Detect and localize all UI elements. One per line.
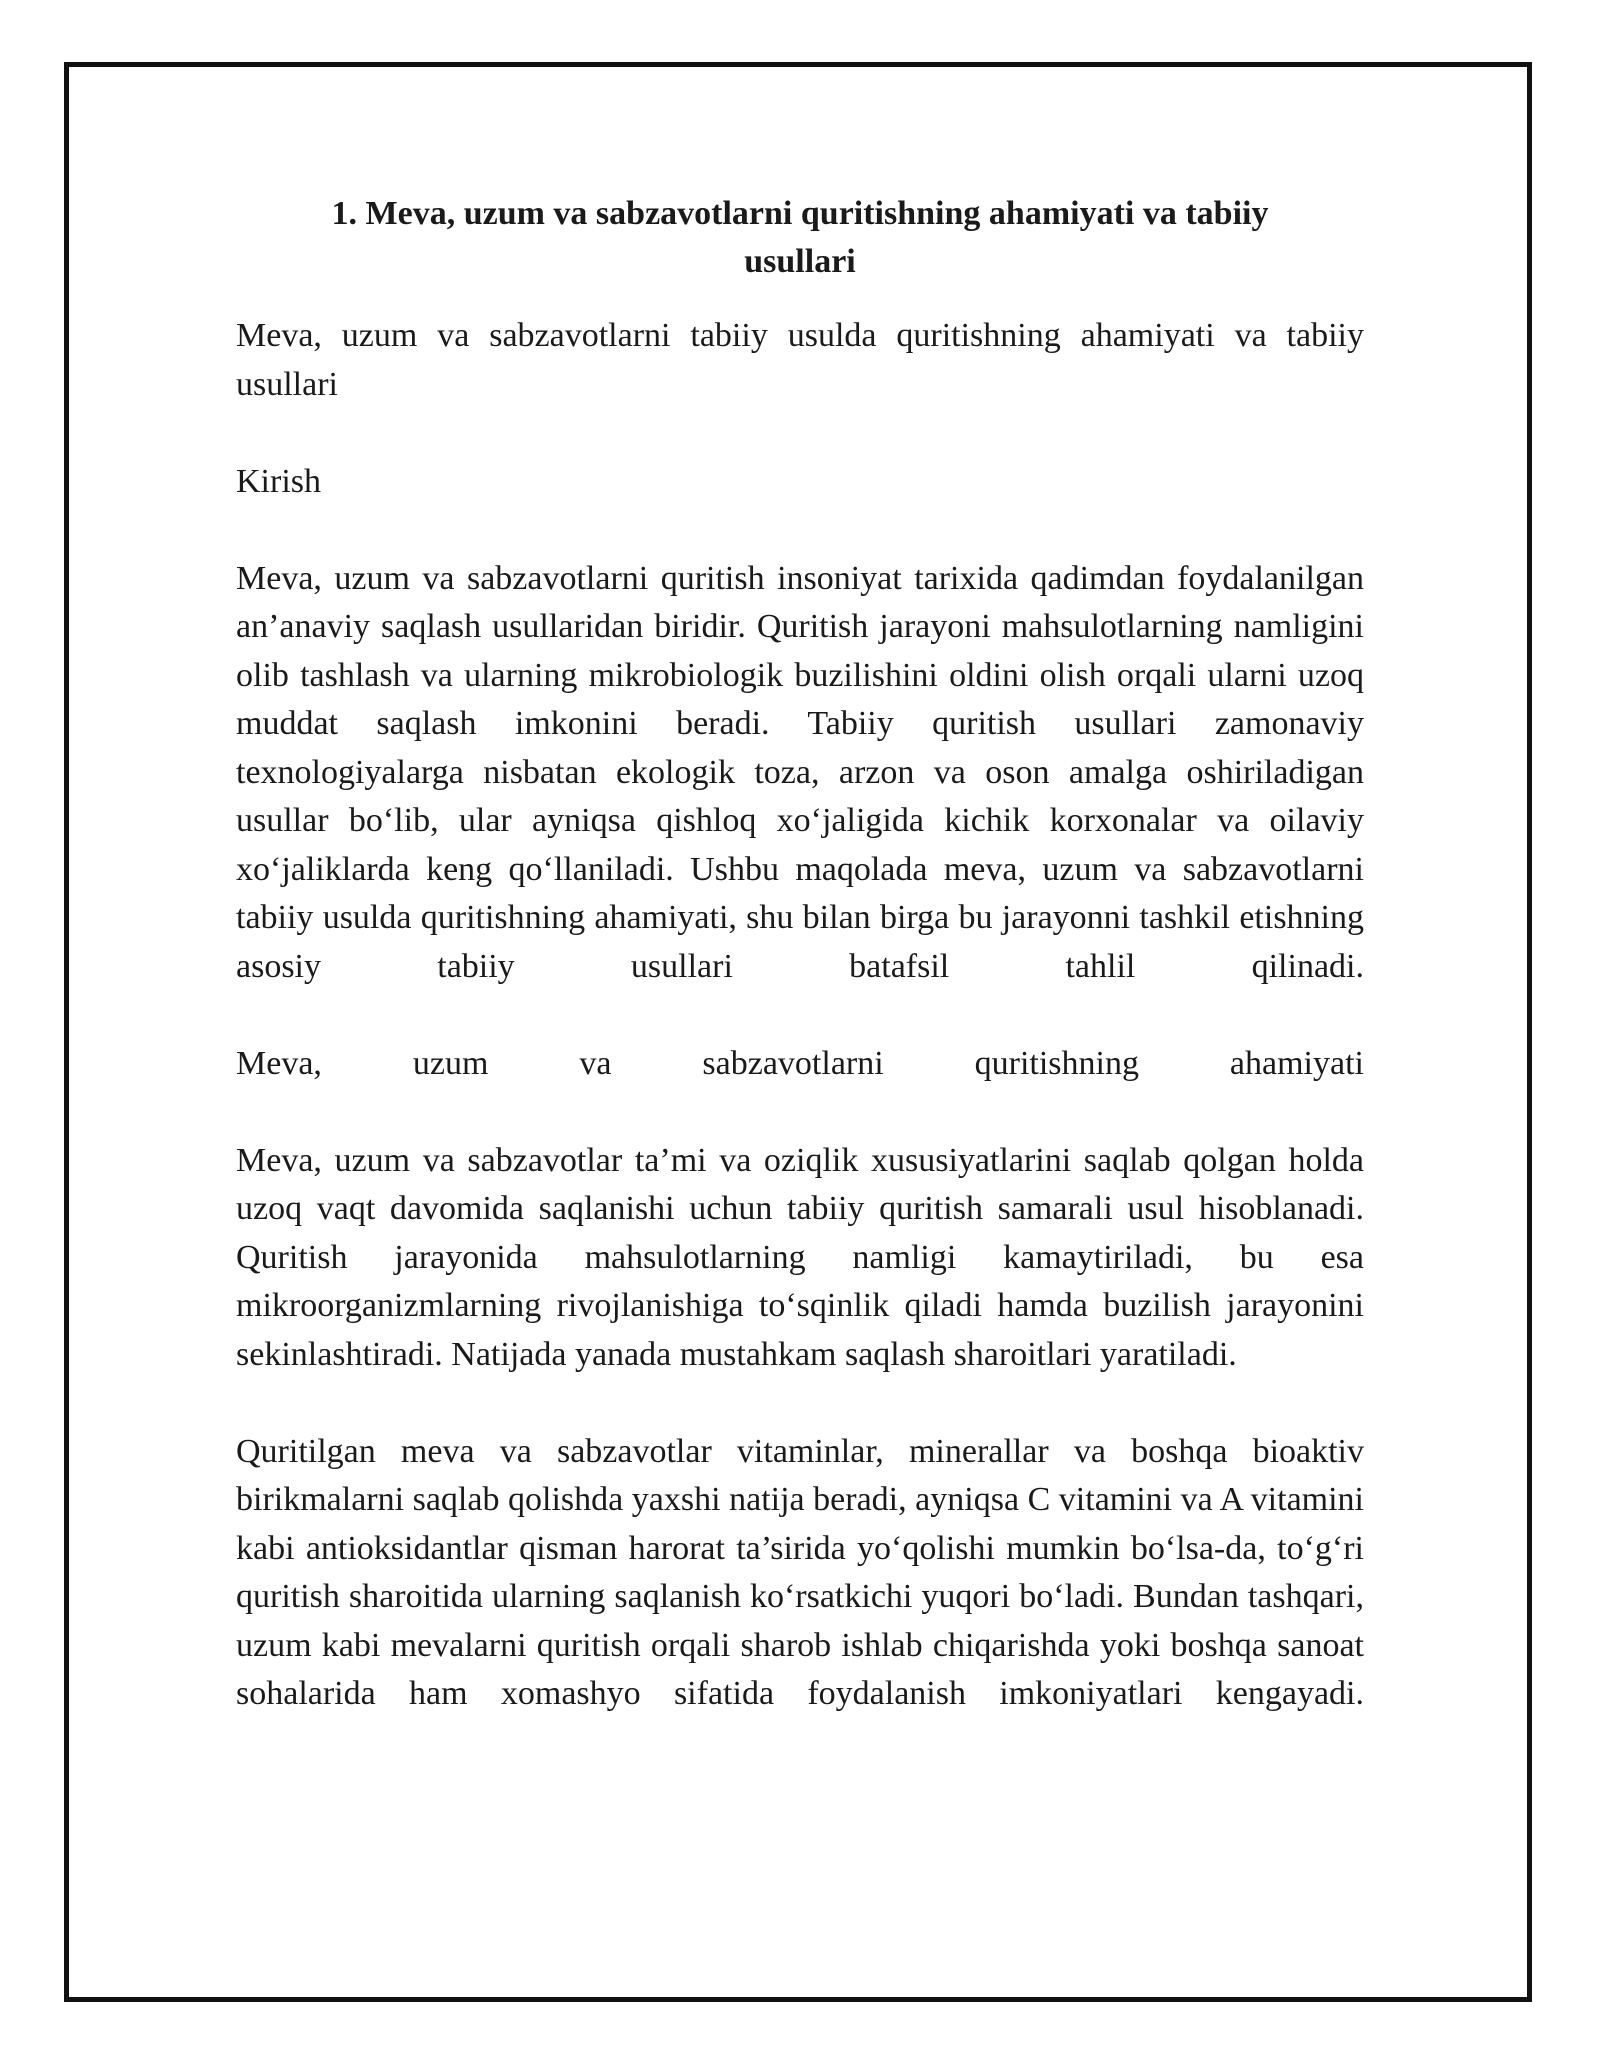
- document-subtitle: Meva, uzum va sabzavotlarni tabiiy usulda quritishning ahamiyati va tabiiy usullari: [236, 317, 1364, 403]
- section-heading: Meva, uzum va sabzavotlarni quritishning ahamiyati: [236, 1044, 1364, 1082]
- body-paragraph-2: Meva, uzum va sabzavotlar ta’mi va oziqlik xususiyatlarini saqlab qolgan holda uzoq vaqt davomida saqlanishi uchun tabiiy quritish samarali usul hisoblanadi. Quritish jarayonida mahsulotlarning namligi kamaytiriladi, bu esa mikroorganizmlarning rivojlanishiga to‘sqinlik qiladi hamda buzilish jarayonini sekinlashtiradi. Natijada yanada mustahkam saqlash sharoitlari yaratiladi.: [236, 1141, 1364, 1373]
- body-paragraph-3: Quritilgan meva va sabzavotlar vitaminlar, minerallar va boshqa bioaktiv birikmalarni saqlab qolishda yaxshi natija beradi, ayniqsa C vitamini va A vitamini kabi antioksidantlar qisman harorat ta’sirida yo‘qolishi mumkin bo‘lsa-da, to‘g‘ri quritish sharoitida ularning saqlanish ko‘rsatkichi yuqori bo‘ladi. Bundan tashqari, uzum kabi mevalarni quritish orqali sharob ishlab chiqarishda yoki boshqa sanoat sohalarida ham xomashyo sifatida foydalanish imkoniyatlari kengayadi.: [236, 1432, 1364, 1712]
- document-title: 1. Meva, uzum va sabzavotlarni quritishning ahamiyati va tabiiy usullari: [331, 195, 1269, 280]
- intro-heading: Kirish: [236, 462, 321, 500]
- document-body: [236, 190, 1364, 1719]
- intro-paragraph: Meva, uzum va sabzavotlarni quritish insoniyat tarixida qadimdan foydalanilgan an’anaviy saqlash usullaridan biridir. Quritish jarayoni mahsulotlarning namligini olib tashlash va ularning mikrobiologik buzilishini oldini olish orqali ularni uzoq muddat saqlash imkonini beradi. Tabiiy quritish usullari zamonaviy texnologiyalarga nisbatan ekologik toza, arzon va oson amalga oshiriladigan usullar bo‘lib, ular ayniqsa qishloq xo‘jaligida kichik korxonalar va oilaviy xo‘jaliklarda keng qo‘llaniladi. Ushbu maqolada meva, uzum va sabzavotlarni tabiiy usulda quritishning ahamiyati, shu bilan birga bu jarayonni tashkil etishning asosiy tabiiy usullari batafsil tahlil qilinadi.: [236, 559, 1364, 985]
